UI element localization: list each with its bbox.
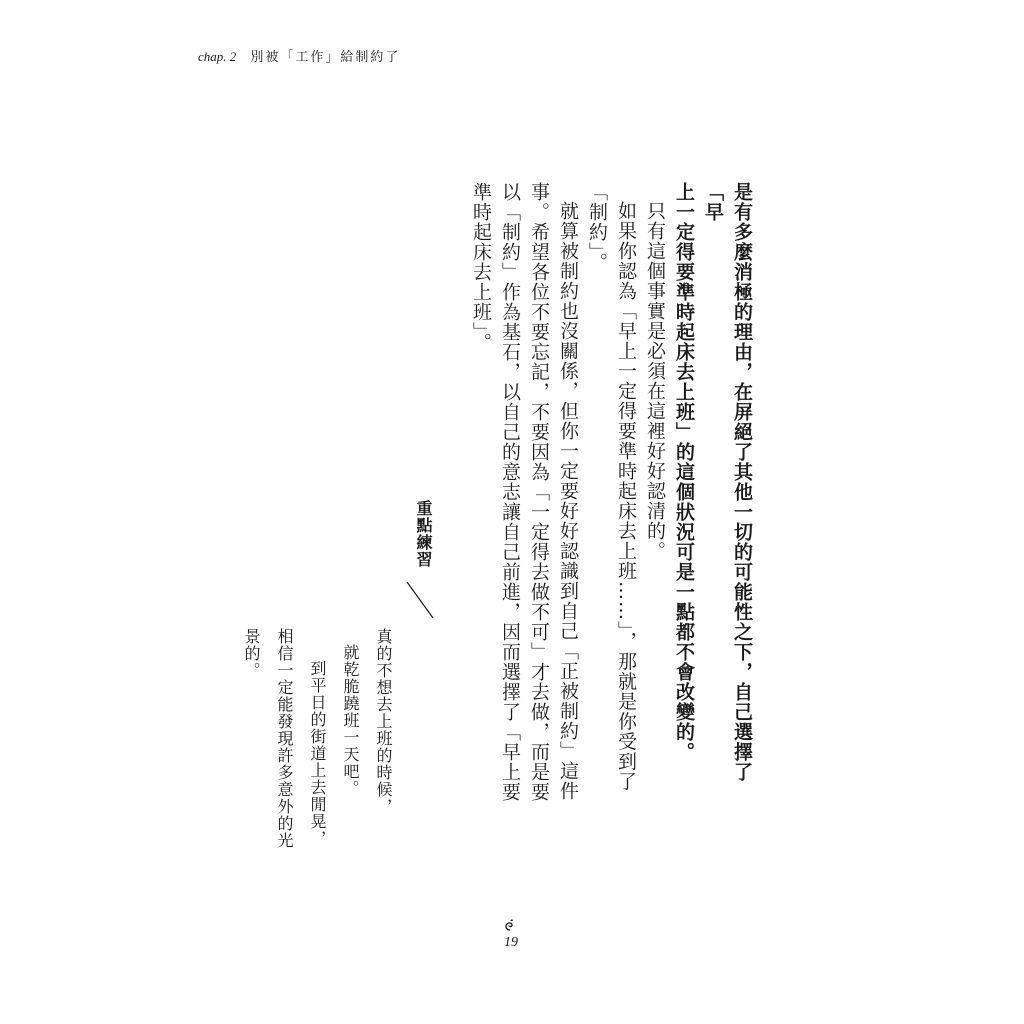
practice-title: 重點練習	[414, 500, 433, 568]
paragraph-2: 如果你認為「早上一定得要準時起床去上班……」，那就是你受到了「制約」。	[586, 182, 637, 792]
practice-text	[242, 628, 400, 858]
paragraph-3: 就算被制約也沒關係，但你一定要好好認識到自己「正被制約」這件事。希望各位不要忘記，不要因為「一定得去做不可」才去做，而是要以「制約」作為基石，以自己的意志讓自己前進，因而選擇了「早上要準時起床去上班」。	[470, 182, 579, 802]
practice-line-4: 相信一定能發現許多意外的光景的。	[242, 628, 294, 849]
practice-line-1: 真的不想去上班的時候，	[374, 628, 393, 815]
main-body-text	[437, 182, 756, 802]
practice-divider-icon	[405, 580, 435, 620]
practice-line-3: 到平日的街道上去閒晃，	[308, 660, 327, 847]
bold-line-2: 上一定得要準時起床去上班」的這個狀況可是一點都不會改變的。	[673, 182, 695, 762]
page-number: 19	[504, 935, 518, 950]
practice-line-2: 就乾脆蹺班一天吧。	[341, 644, 360, 797]
chapter-title: 別被「工作」給制約了	[250, 50, 401, 65]
running-header	[198, 46, 400, 65]
chapter-label: chap. 2	[198, 49, 237, 64]
spiral-leaf-icon	[503, 918, 517, 932]
paragraph-1: 只有這個事實是必須在這裡好好認清的。	[644, 201, 666, 561]
bold-line-1: 是有多麼消極的理由，在屏絕了其他一切的可能性之下，自己選擇了「早	[702, 182, 753, 782]
